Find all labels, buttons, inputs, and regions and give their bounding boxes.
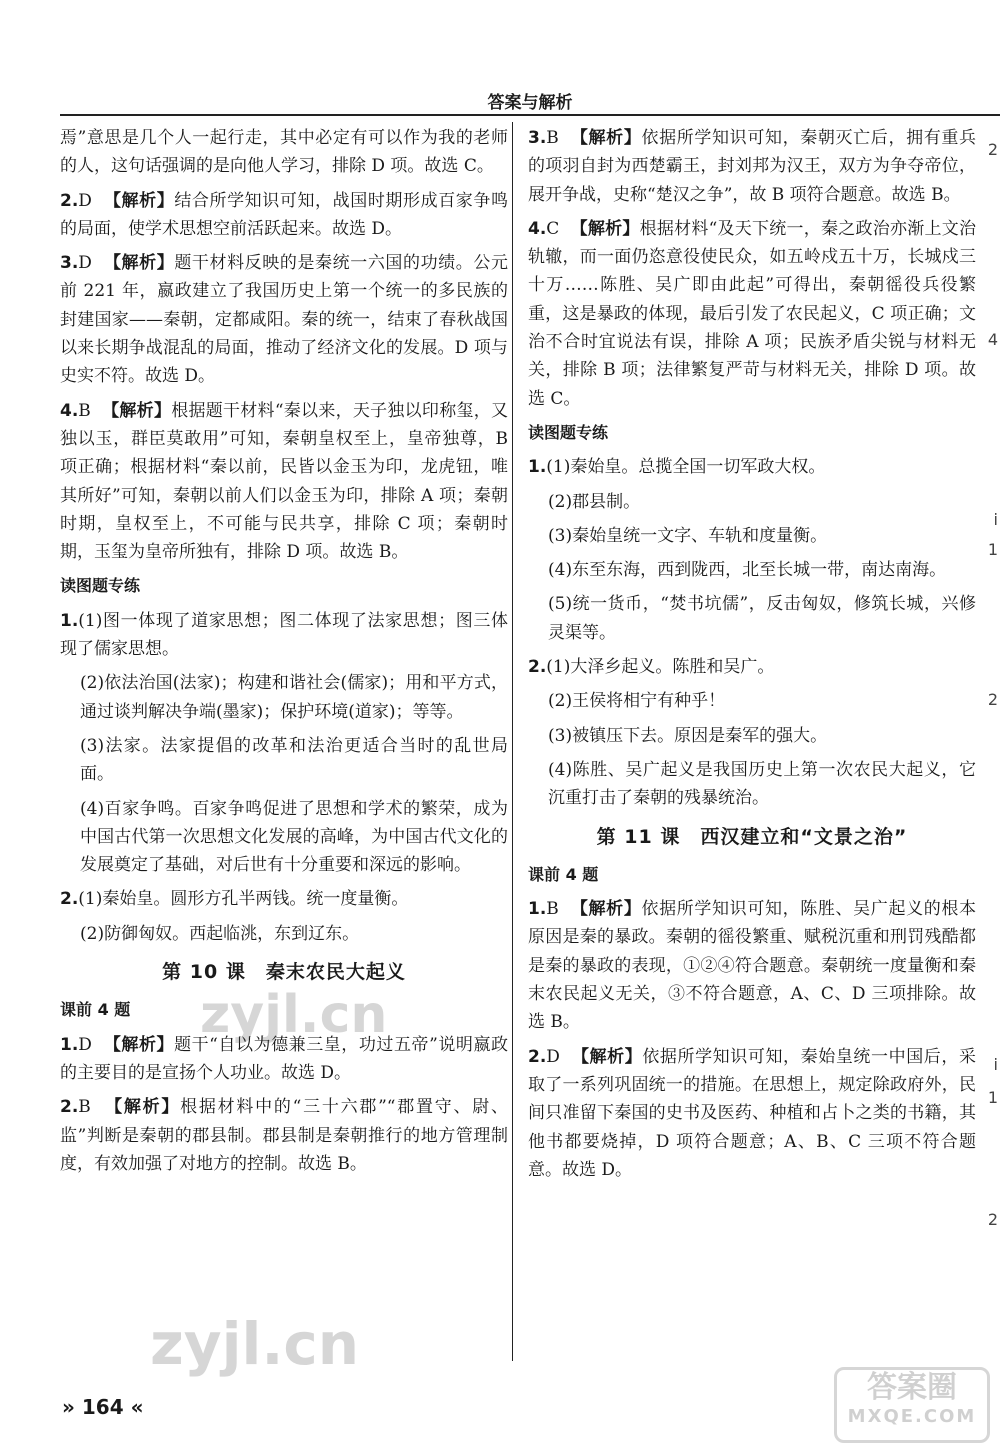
answer-subitem: (5)统一货币，“焚书坑儒”，反击匈奴，修筑长城，兴修灵渠等。: [548, 594, 976, 643]
answer-subitem: (3)被镇压下去。原因是秦军的强大。: [548, 725, 828, 746]
watermark-text: zyjl.cn: [200, 985, 388, 1045]
answer-text: 根据题干材料“秦以来，天子独以印称玺，又独以玉，群臣莫敢用”可知，秦朝皇权至上，皇帝独尊，B 项正确；根据材料“秦以前，民皆以金玉为印，龙虎钮，唯其所好”可知，秦朝以前人们以金玉为印，排除 A 项；秦朝时期，皇权至上，不可能与民共享，排除 C 项；秦朝时期，玉玺为皇帝所独有，排除 D 项。故选 B。: [60, 400, 508, 563]
page-header: [60, 88, 1000, 112]
answer-item: [528, 453, 976, 481]
lesson-title: 第 10 课 秦末农民大起义: [162, 961, 406, 984]
item-number: 4.: [528, 218, 547, 239]
answer-item: [60, 397, 508, 567]
answer-text: (1)秦始皇。总揽全国一切军政大权。: [546, 457, 826, 478]
answer-text: 题干材料反映的是秦统一六国的功绩。公元前 221 年，嬴政建立了我国历史上第一个统一的多民族的封建国家——秦朝，定都咸阳。秦的统一，结束了春秋战国以来长期争战混乱的局面，推动了经济文化的发展。D 项与史实不符。故选 D。: [60, 253, 508, 387]
watermark-text: zyjl.cn: [150, 1310, 360, 1378]
page-number: » 164 «: [62, 1395, 144, 1419]
answer-item: [60, 1093, 508, 1178]
stamp-title: 答案圈: [867, 1370, 957, 1405]
section-heading: 读图题专练: [528, 422, 609, 442]
left-column: [60, 124, 508, 1184]
analysis-tag: 【解析】: [105, 1097, 181, 1118]
item-number: 1.: [528, 457, 547, 478]
answer-item: [60, 187, 508, 244]
analysis-tag: 【解析】: [102, 400, 172, 421]
edge-fragment: 2: [987, 140, 998, 159]
answer-item: [528, 1043, 976, 1184]
answer-letter: C: [546, 218, 560, 239]
right-column: [528, 124, 976, 1190]
answer-text: (1)图一体现了道家思想；图二体现了法家思想；图三体现了儒家思想。: [60, 610, 508, 660]
answer-subitem: (2)郡县制。: [548, 491, 641, 512]
analysis-tag: 【解析】: [103, 253, 175, 274]
answer-subitem: (3)法家。法家提倡的改革和法治更适合当时的乱世局面。: [80, 735, 508, 785]
answer-letter: B: [546, 128, 559, 148]
answer-subitem: (2)王侯将相宁有种乎！: [548, 691, 726, 712]
answer-subitem: (4)东至东海，西到陇西，北至长城一带，南达南海。: [548, 560, 947, 581]
item-number: 1.: [60, 610, 79, 631]
answer-text: 根据材料中的“三十六郡”“郡置守、尉、监”判断是秦朝的郡县制。郡县制是秦朝推行的地方管理制度，有效加强了对地方的控制。故选 B。: [60, 1097, 509, 1174]
column-divider: [512, 122, 513, 1361]
answer-text: 焉”意思是几个人一起行走，其中必定有可以作为我的老师的人，这句话强调的是向他人学习，排除 D 项。故选 C。: [60, 128, 508, 177]
answer-item: [60, 249, 508, 390]
answer-text: 结合所学知识可知，战国时期形成百家争鸣的局面，使学术思想空前活跃起来。故选 D。: [60, 190, 508, 239]
answer-item: [528, 895, 976, 1036]
answer-subitem: (2)依法治国(法家)；构建和谐社会(儒家)；用和平方式，通过谈判解决争端(墨家)；保护环境(道家)；等等。: [80, 673, 508, 722]
item-number: 1.: [528, 899, 547, 920]
watermark-stamp: [834, 1367, 990, 1443]
section-heading: 课前 4 题: [528, 864, 599, 884]
edge-fragment: 2: [987, 690, 998, 709]
answer-item: [528, 124, 976, 209]
answer-letter: B: [78, 1097, 91, 1118]
answer-item: [60, 607, 508, 664]
answer-text: 根据材料“及天下统一，秦之政治亦渐上文治轨辙，而一面仍恣意役使民众，如五岭戍五十万，长城戍三十万……陈胜、吴广即由此起”可得出，秦朝徭役兵役繁重，这是暴政的体现，最后引发了农民起义，C 项正确；文治不合时宜说法有误，排除 A 项；民族矛盾尖锐与材料无关，排除 B 项；法律繁复严苛与材料无关，排除 D 项。故选 C。: [528, 218, 977, 409]
analysis-tag: 【解析】: [570, 899, 642, 920]
edge-fragment: i: [993, 1055, 998, 1074]
section-heading: 课前 4 题: [60, 1000, 131, 1020]
answer-item: [60, 1031, 508, 1088]
answer-subitem: (2)防御匈奴。西起临洮，东到辽东。: [80, 923, 360, 944]
analysis-tag: 【解析】: [103, 1034, 175, 1055]
header-title: 答案与解析: [487, 93, 573, 113]
header-rule: [60, 114, 1000, 116]
answer-text: 依据所学知识可知，秦始皇统一中国后，采取了一系列巩固统一的措施。在思想上，规定除政府外，民间只准留下秦国的史书及医药、种植和占卜之类的书籍，其他书都要烧掉，D 项符合题意；A、B、C 三项不符合题意。故选 D。: [528, 1046, 976, 1180]
answer-letter: D: [78, 190, 92, 211]
answer-item: [528, 215, 976, 413]
answer-text: 题干“自以为德兼三皇，功过五帝”说明嬴政的主要目的是宣扬个人功业。故选 D。: [60, 1034, 508, 1083]
analysis-tag: 【解析】: [570, 128, 642, 148]
answer-subitem: (4)百家争鸣。百家争鸣促进了思想和学术的繁荣，成为中国古代第一次思想文化发展的高峰，为中国古代文化的发展奠定了基础，对后世有十分重要和深远的影响。: [80, 798, 508, 876]
edge-fragment: 1: [987, 540, 998, 559]
edge-fragment: 4: [987, 330, 998, 349]
answer-text: (1)大泽乡起义。陈胜和吴广。: [546, 657, 775, 678]
item-number: 2.: [528, 1046, 547, 1067]
answer-letter: B: [546, 899, 559, 920]
analysis-tag: 【解析】: [570, 218, 640, 239]
answer-letter: D: [78, 253, 92, 274]
answer-text: 依据所学知识可知，秦朝灭亡后，拥有重兵的项羽自封为西楚霸王，封刘邦为汉王，双方为争夺帝位，展开争战，史称“楚汉之争”，故 B 项符合题意。故选 B。: [528, 128, 977, 205]
section-heading: 读图题专练: [60, 576, 141, 596]
lesson-title: 第 11 课 西汉建立和“文景之治”: [596, 825, 908, 848]
item-number: 3.: [528, 128, 547, 148]
answer-item: [60, 885, 508, 913]
edge-fragment: i: [993, 510, 998, 529]
answer-letter: D: [78, 1034, 92, 1055]
analysis-tag: 【解析】: [103, 190, 175, 211]
item-number: 3.: [60, 253, 79, 274]
item-number: 4.: [60, 400, 79, 421]
answer-item: [528, 653, 976, 681]
item-number: 2.: [60, 1097, 79, 1118]
answer-letter: D: [546, 1046, 560, 1067]
answer-text: (1)秦始皇。圆形方孔半两钱。统一度量衡。: [78, 889, 409, 910]
stamp-subtitle: MXQE.COM: [847, 1406, 977, 1427]
analysis-tag: 【解析】: [571, 1046, 643, 1067]
answer-subitem: (4)陈胜、吴广起义是我国历史上第一次农民大起义，它沉重打击了秦朝的残暴统治。: [548, 759, 976, 809]
item-number: 2.: [60, 889, 79, 910]
edge-fragment: 2: [987, 1210, 998, 1229]
answer-letter: B: [78, 400, 91, 421]
item-number: 1.: [60, 1034, 79, 1055]
answer-text: 依据所学知识可知，陈胜、吴广起义的根本原因是秦的暴政。秦朝的徭役繁重、赋税沉重和刑罚残酷都是秦的暴政的表现，①②④符合题意。秦朝统一度量衡和秦末农民起义无关，③不符合题意，A、C、D 三项排除。故选 B。: [528, 899, 977, 1033]
item-number: 2.: [60, 190, 79, 211]
item-number: 2.: [528, 657, 547, 678]
answer-subitem: (3)秦始皇统一文字、车轨和度量衡。: [548, 525, 828, 546]
edge-fragment: 1: [987, 1088, 998, 1107]
